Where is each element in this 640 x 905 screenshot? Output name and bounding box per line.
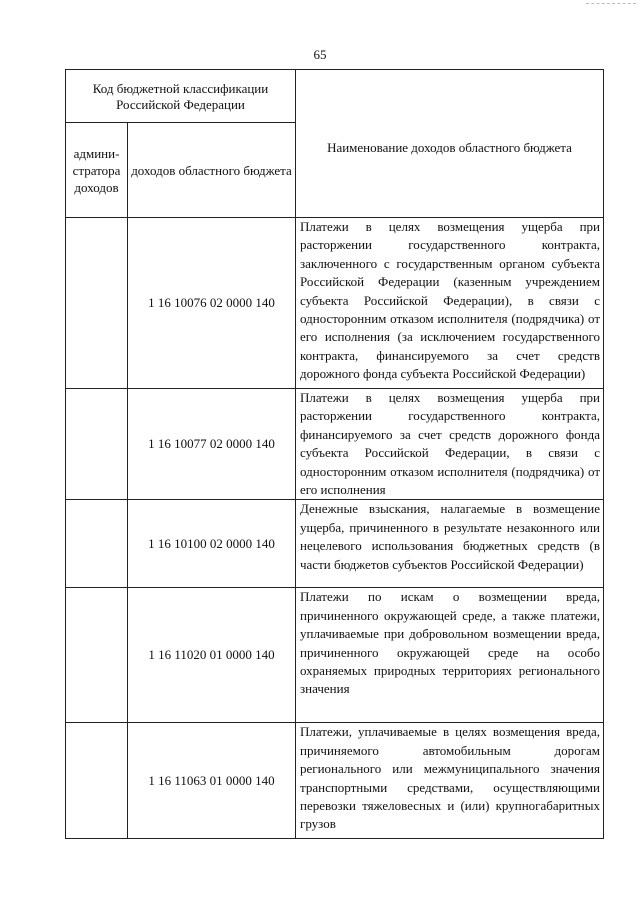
table-row	[66, 389, 604, 500]
income-code-cell: 1 16 11063 01 0000 140	[128, 723, 296, 839]
budget-classification-table	[65, 69, 604, 839]
header-admin: админи-стратора доходов	[66, 123, 128, 218]
income-name-cell: Платежи по искам о возмещении вреда, причиненного окружающей среде, а также платежи, уплачиваемые при добровольном возмещении вреда, причиненного окружающей среде на особо охраняемых природных территориях регионального значения	[296, 588, 604, 723]
scan-artifact	[586, 3, 636, 10]
income-name-cell: Платежи, уплачиваемые в целях возмещения вреда, причиняемого автомобильным дорогам регионального или межмуниципального значения транспортными средствами, осуществляющими перевозки тяжеловесных и (или) крупногабаритных грузов	[296, 723, 604, 839]
table-row	[66, 723, 604, 839]
income-name-cell: Денежные взыскания, налагаемые в возмещение ущерба, причиненного в результате незаконного или нецелевого использования бюджетных средств (в части бюджетов субъектов Российской Федерации)	[296, 500, 604, 588]
page-number: 65	[313, 47, 327, 62]
admin-code-cell	[66, 723, 128, 839]
admin-code-cell	[66, 500, 128, 588]
header-row-1	[66, 70, 604, 123]
header-income-name: Наименование доходов областного бюджета	[296, 70, 604, 218]
income-code-cell: 1 16 11020 01 0000 140	[128, 588, 296, 723]
table-row	[66, 588, 604, 723]
income-code-cell: 1 16 10100 02 0000 140	[128, 500, 296, 588]
income-code-cell: 1 16 10077 02 0000 140	[128, 389, 296, 500]
admin-code-cell	[66, 389, 128, 500]
table-row	[66, 500, 604, 588]
header-income-code: доходов областного бюджета	[128, 123, 296, 218]
admin-code-cell	[66, 588, 128, 723]
header-budget-code-group: Код бюджетной классификации Российской Федерации	[66, 70, 296, 123]
income-name-cell: Платежи в целях возмещения ущерба при расторжении государственного контракта, заключенного с государственным органом субъекта Российской Федерации (казенным учреждением субъекта Российской Федерации), в связи с односторонним отказом исполнителя (подрядчика) от его исполнения (за исключением государственного контракта, финансируемого за счет средств дорожного фонда субъекта Российской Федерации)	[296, 218, 604, 389]
table-row	[66, 218, 604, 389]
admin-code-cell	[66, 218, 128, 389]
income-code-cell: 1 16 10076 02 0000 140	[128, 218, 296, 389]
income-name-cell: Платежи в целях возмещения ущерба при расторжении государственного контракта, финансируемого за счет средств дорожного фонда субъекта Российской Федерации, в связи с односторонним отказом исполнителя (подрядчика) от его исполнения	[296, 389, 604, 500]
